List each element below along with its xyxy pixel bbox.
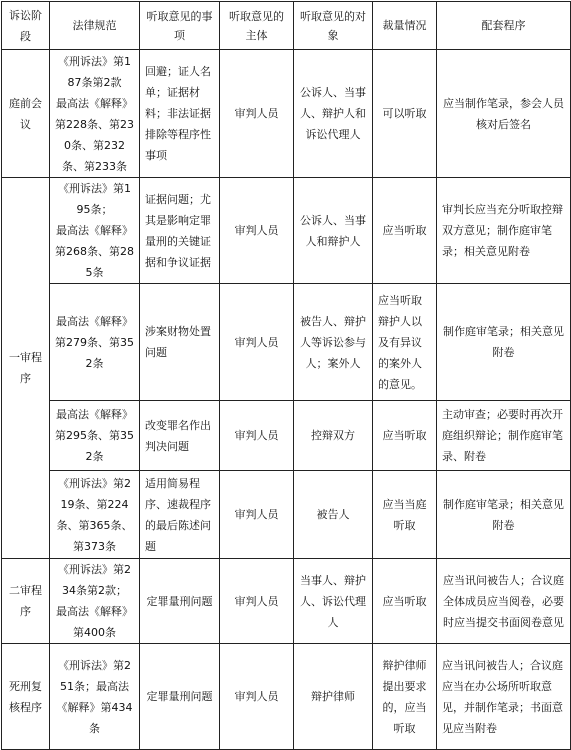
matter-cell: 证据问题；尤其是影响定罪量刑的关键证据和争议证据 [140, 178, 220, 284]
header-subject: 听取意见的主体 [220, 2, 294, 50]
procedure-cell: 制作庭审笔录；相关意见附卷 [437, 471, 571, 559]
law-cell: 最高法《解释》第295条、第352条 [50, 401, 140, 471]
object-cell: 控辩双方 [294, 401, 373, 471]
procedure-cell: 主动审查；必要时再次开庭组织辩论；制作庭审笔录、附卷 [437, 401, 571, 471]
header-object: 听取意见的对象 [294, 2, 373, 50]
header-discretion: 裁量情况 [373, 2, 437, 50]
subject-cell: 审判人员 [220, 178, 294, 284]
subject-cell: 审判人员 [220, 471, 294, 559]
subject-cell: 审判人员 [220, 50, 294, 178]
law-cell: 《刑诉法》第251条；最高法《解释》第434条 [50, 644, 140, 750]
header-matter: 听取意见的事项 [140, 2, 220, 50]
subject-cell: 审判人员 [220, 644, 294, 750]
matter-cell: 定罪量刑问题 [140, 559, 220, 644]
discretion-cell: 应当听取辩护人以及有异议的案外人的意见。 [373, 284, 437, 401]
procedure-table [1, 1, 571, 750]
object-cell: 公诉人、当事人和辩护人 [294, 178, 373, 284]
object-cell: 公诉人、当事人、辩护人和诉讼代理人 [294, 50, 373, 178]
subject-cell: 审判人员 [220, 284, 294, 401]
discretion-cell: 应当听取 [373, 178, 437, 284]
table-row [2, 284, 571, 401]
procedure-cell: 制作庭审笔录；相关意见附卷 [437, 284, 571, 401]
law-cell: 最高法《解释》第279条、第352条 [50, 284, 140, 401]
discretion-cell: 应当当庭听取 [373, 471, 437, 559]
header-procedure: 配套程序 [437, 2, 571, 50]
table-row [2, 178, 571, 284]
object-cell: 当事人、辩护人、诉讼代理人 [294, 559, 373, 644]
object-cell: 被告人 [294, 471, 373, 559]
subject-cell: 审判人员 [220, 401, 294, 471]
procedure-cell: 应当制作笔录，参会人员核对后签名 [437, 50, 571, 178]
table-row [2, 559, 571, 644]
matter-cell: 定罪量刑问题 [140, 644, 220, 750]
object-cell: 辩护律师 [294, 644, 373, 750]
object-cell: 被告人、辩护人等诉讼参与人；案外人 [294, 284, 373, 401]
matter-cell: 适用简易程序、速裁程序的最后陈述问题 [140, 471, 220, 559]
law-cell: 《刑诉法》第187条第2款 最高法《解释》第228条、第230条、第232条、第233条 [50, 50, 140, 178]
procedure-cell: 应当讯问被告人；合议庭应当在办公场所听取意见，并制作笔录；书面意见应当附卷 [437, 644, 571, 750]
stage-cell-pretrial: 庭前会议 [2, 50, 50, 178]
header-stage: 诉讼阶段 [2, 2, 50, 50]
law-cell: 《刑诉法》第219条、第224条、第365条、第373条 [50, 471, 140, 559]
table-row [2, 50, 571, 178]
stage-cell-second-instance: 二审程序 [2, 559, 50, 644]
procedure-cell: 审判长应当充分听取控辩双方意见；制作庭审笔录；相关意见附卷 [437, 178, 571, 284]
matter-cell: 改变罪名作出判决问题 [140, 401, 220, 471]
stage-cell-first-instance: 一审程序 [2, 178, 50, 559]
matter-cell: 涉案财物处置问题 [140, 284, 220, 401]
table-row [2, 471, 571, 559]
header-row [2, 2, 571, 50]
discretion-cell: 应当听取 [373, 559, 437, 644]
law-cell: 《刑诉法》第234条第2款； 最高法《解释》第400条 [50, 559, 140, 644]
matter-cell: 回避；证人名单；证据材料；非法证据排除等程序性事项 [140, 50, 220, 178]
table-row [2, 401, 571, 471]
stage-cell-death-review: 死刑复核程序 [2, 644, 50, 750]
header-law: 法律规范 [50, 2, 140, 50]
law-cell: 《刑诉法》第195条； 最高法《解释》第268条、第285条 [50, 178, 140, 284]
discretion-cell: 应当听取 [373, 401, 437, 471]
discretion-cell: 辩护律师提出要求的，应当听取 [373, 644, 437, 750]
table-row [2, 644, 571, 750]
subject-cell: 审判人员 [220, 559, 294, 644]
discretion-cell: 可以听取 [373, 50, 437, 178]
procedure-cell: 应当讯问被告人；合议庭全体成员应当阅卷，必要时应当提交书面阅卷意见 [437, 559, 571, 644]
